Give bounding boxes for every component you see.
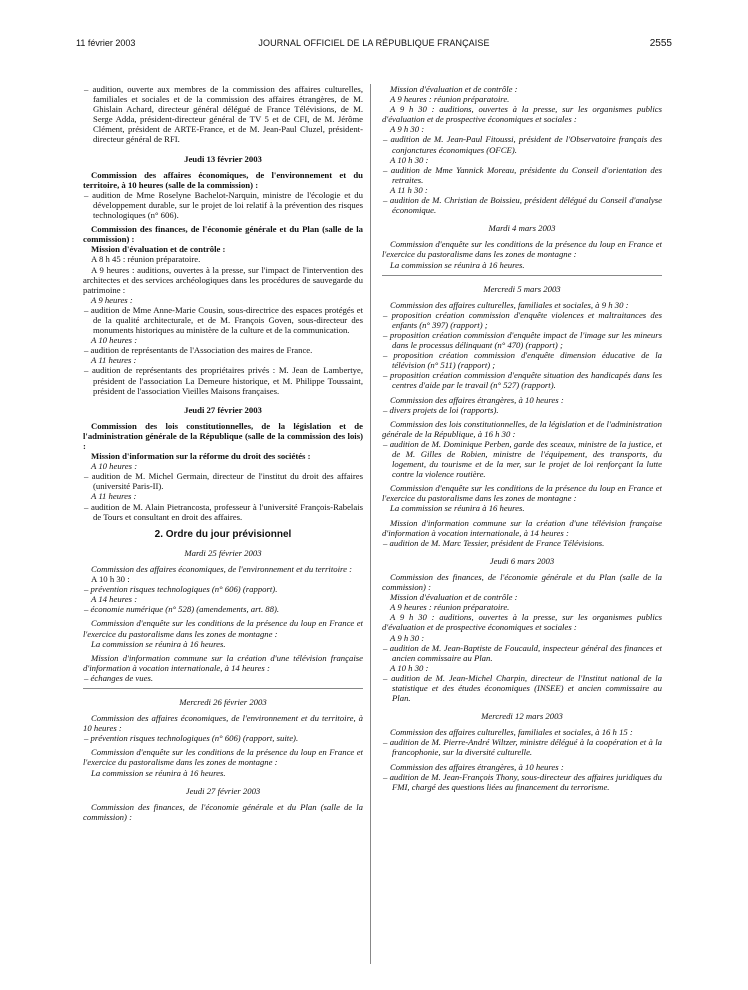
commission-heading: Commission d'enquête sur les conditions de la présence du loup en France et l'exercice du pastoralisme dans les zones de montagne :: [382, 239, 662, 260]
commission-heading: Commission des finances, de l'économie générale et du Plan (salle de la commission) :: [382, 571, 662, 593]
agenda-time: A 9 h 30 :: [390, 632, 425, 643]
agenda-time: A 10 heures :: [91, 461, 138, 472]
agenda-item: – proposition création commission d'enquête dimension éducative de la télévision (n° 511) (rapport) ;: [383, 350, 662, 371]
agenda-item: – audition de représentants des propriétaires privés : M. Jean de Lambertye, président de l'association La Demeure historique, et M. Philippe Toussaint, président de l'association Vieilles Maisons françaises.: [84, 365, 363, 396]
agenda-time: A 11 h 30 :: [390, 184, 428, 195]
agenda-time: A 10 heures :: [91, 335, 138, 346]
page-number: 2555: [649, 38, 672, 49]
intro-item: – audition, ouverte aux membres de la commission des affaires culturelles, familiales et sociales et de la commission des affaires étrangères, de M. Ghislain Achard, directeur général délégué de France Télévisions, de M. Serge Adda, président-directeur général de TV 5 et de CFI, de M. Jérôme Clément, président de ARTE-France, et de M. Jean-Paul Cluzel, président-directeur général de RFI.: [84, 84, 363, 145]
separator-rule: [382, 275, 662, 276]
column-divider: [370, 84, 371, 964]
agenda-text: A 9 h 30 : auditions, ouvertes à la presse, sur les organismes publics d'évaluation et de prospective économiques et sociales :: [382, 104, 662, 125]
day-heading: Jeudi 27 février 2003: [185, 785, 261, 796]
agenda-time: A 11 heures :: [91, 491, 137, 502]
agenda-text: La commission se réunira à 16 heures.: [390, 503, 525, 514]
commission-heading: Commission d'enquête sur les conditions de la présence du loup en France et l'exercice du pastoralisme dans les zones de montagne :: [83, 747, 363, 768]
agenda-text: La commission se réunira à 16 heures.: [91, 638, 226, 649]
agenda-text: La commission se réunira à 16 heures.: [91, 767, 226, 778]
agenda-text: A 9 heures : auditions, ouvertes à la presse, sur l'impact de l'intervention des architectes et des services archéologiques dans les procédures de sauvegarde du patrimoine :: [83, 264, 363, 295]
agenda-item: – audition de M. Jean-Baptiste de Foucauld, inspecteur général des finances et ancien commissaire au Plan.: [383, 642, 662, 663]
day-heading: Jeudi 13 février 2003: [184, 153, 262, 164]
header-date: 11 février 2003: [76, 38, 136, 48]
agenda-item: – échanges de vues.: [84, 672, 153, 683]
commission-heading: Commission des affaires culturelles, familiales et sociales, à 16 h 15 :: [390, 727, 633, 738]
agenda-item: – audition de M. Jean-Michel Charpin, directeur de l'Institut national de la statistique et des études économiques (INSEE) et ancien commissaire au Plan.: [383, 672, 662, 704]
agenda-item: – proposition création commission d'enquête situation des handicapés dans les centres d'aide par le travail (n° 527) (rapport).: [383, 370, 662, 391]
day-heading: Mardi 4 mars 2003: [488, 223, 556, 234]
commission-heading: Commission des finances, de l'économie générale et du Plan (salle de la commission) :: [83, 224, 363, 245]
mission-heading: Mission d'évaluation et de contrôle :: [390, 592, 518, 603]
commission-heading: Commission d'enquête sur les conditions de la présence du loup en France et l'exercice du pastoralisme dans les zones de montagne :: [382, 483, 662, 504]
agenda-item: – divers projets de loi (rapports).: [383, 404, 499, 415]
day-heading: Jeudi 27 février 2003: [184, 404, 262, 415]
commission-heading: Mission d'information commune sur la création d'une télévision française d'information à vocation internationale, à 14 heures :: [382, 517, 662, 538]
agenda-item: – audition de M. Alain Pietrancosta, professeur à l'université François-Rabelais de Tours et consultant en droit des affaires.: [84, 501, 363, 522]
running-header: [76, 38, 672, 52]
agenda-item: – audition de M. Jean-François Thony, sous-directeur des affaires juridiques du FMI, chargé des questions liées au financement du terrorisme.: [383, 771, 662, 792]
agenda-item: – proposition création commission d'enquête impact de l'image sur les mineurs dans le processus délinquant (n° 470) (rapport) ;: [383, 329, 662, 351]
agenda-time: A 9 heures : réunion préparatoire.: [390, 602, 510, 613]
commission-heading: Commission des affaires étrangères, à 10 heures :: [390, 761, 564, 772]
agenda-time: A 14 heures :: [91, 594, 138, 605]
day-heading: Mercredi 26 février 2003: [179, 696, 267, 707]
agenda-item: – audition de M. Marc Tessier, président de France Télévisions.: [383, 537, 605, 548]
mission-heading: Mission d'information sur la réforme du droit des sociétés :: [91, 451, 311, 462]
agenda-time: A 9 heures :: [91, 294, 133, 305]
commission-heading: Commission des finances, de l'économie générale et du Plan (salle de la commission) :: [83, 801, 363, 822]
commission-heading: Commission des lois constitutionnelles, de la législation et de l'administration générale de la République, à 16 h 30 :: [382, 418, 662, 439]
commission-heading: Commission des affaires culturelles, familiales et sociales, à 9 h 30 :: [390, 299, 629, 310]
mission-heading: Mission d'évaluation et de contrôle :: [390, 84, 518, 94]
commission-heading: Commission des affaires économiques, de l'environnement et du territoire :: [91, 563, 352, 574]
mission-heading: Mission d'évaluation et de contrôle :: [91, 244, 226, 255]
right-column: [382, 84, 662, 984]
left-column: [83, 84, 363, 984]
agenda-item: – audition de M. Pierre-André Wiltzer, ministre délégué à la coopération et à la francophonie, sur la diversité culturelle.: [383, 737, 662, 758]
agenda-item: – prévention risques technologiques (n° 606) (rapport, suite).: [84, 733, 299, 744]
agenda-time: A 9 h 30 :: [390, 124, 425, 135]
section-heading: 2. Ordre du jour prévisionnel: [154, 528, 292, 540]
agenda-item: – proposition création commission d'enquête violences et maltraitances des enfants (n° 397) (rapport) ;: [383, 309, 662, 330]
agenda-item: – économie numérique (n° 528) (amendements, art. 88).: [84, 604, 280, 615]
agenda-item: – audition de Mme Anne-Marie Cousin, sous-directrice des espaces protégés et de la qualité architecturale, et de M. François Goven, sous-directeur des monuments historiques au ministère de la culture et de la communication.: [84, 304, 363, 336]
agenda-item: – audition de M. Dominique Perben, garde des sceaux, ministre de la justice, et de M. Gilles de Robien, ministre de l'équipement, des transports, du logement, du tourisme et de la mer, sur le projet de loi renforçant la lutte contre la violence routière.: [383, 438, 662, 480]
day-heading: Mercredi 5 mars 2003: [483, 283, 561, 294]
commission-heading: Commission d'enquête sur les conditions de la présence du loup en France et l'exercice du pastoralisme dans les zones de montagne :: [83, 618, 363, 639]
agenda-item: – audition de représentants de l'Association des maires de France.: [84, 345, 313, 356]
commission-heading: Mission d'information commune sur la création d'une télévision française d'information à vocation internationale, à 14 heures :: [83, 652, 363, 673]
commission-heading: Commission des affaires étrangères, à 10 heures :: [390, 394, 564, 405]
agenda-time: A 8 h 45 : réunion préparatoire.: [91, 254, 201, 265]
agenda-text: La commission se réunira à 16 heures.: [390, 259, 525, 270]
agenda-time: A 10 h 30 :: [390, 662, 429, 673]
agenda-item: – prévention risques technologiques (n° 606) (rapport).: [84, 584, 278, 595]
agenda-time: A 9 heures : réunion préparatoire.: [390, 94, 510, 105]
commission-heading: Commission des affaires économiques, de l'environnement et du territoire, à 10 heures (salle de la commission) :: [83, 169, 363, 190]
journal-title: JOURNAL OFFICIEL DE LA RÉPUBLIQUE FRANÇAISE: [258, 38, 490, 48]
agenda-item: – audition de M. Jean-Paul Fitoussi, président de l'Observatoire français des conjonctures économiques (OFCE).: [383, 134, 662, 155]
agenda-item: – audition de M. Michel Germain, directeur de l'institut du droit des affaires (université Paris-II).: [84, 471, 363, 492]
agenda-text: A 9 h 30 : auditions, ouvertes à la presse, sur les organismes publics d'évaluation et de prospective économiques et sociales :: [382, 612, 662, 633]
day-heading: Mardi 25 février 2003: [184, 547, 262, 558]
commission-heading: Commission des affaires économiques, de l'environnement et du territoire, à 10 heures :: [83, 713, 363, 734]
day-heading: Jeudi 6 mars 2003: [489, 555, 555, 566]
commission-heading: Commission des lois constitutionnelles, de la législation et de l'administration générale de la République (salle de la commission des lois) :: [83, 420, 363, 451]
agenda-item: – audition de Mme Roselyne Bachelot-Narquin, ministre de l'écologie et du développement durable, sur le projet de loi relatif à la prévention des risques technologiques (n° 606).: [84, 189, 363, 221]
separator-rule: [83, 688, 363, 689]
agenda-time: A 11 heures :: [91, 355, 137, 366]
agenda-time: A 10 h 30 :: [390, 154, 429, 165]
agenda-item: – audition de M. Christian de Boissieu, président délégué du Conseil d'analyse économique.: [383, 195, 662, 216]
day-heading: Mercredi 12 mars 2003: [481, 711, 563, 722]
agenda-item: – audition de Mme Yannick Moreau, présidente du Conseil d'orientation des retraites.: [383, 164, 662, 185]
agenda-time: A 10 h 30 :: [91, 574, 130, 585]
